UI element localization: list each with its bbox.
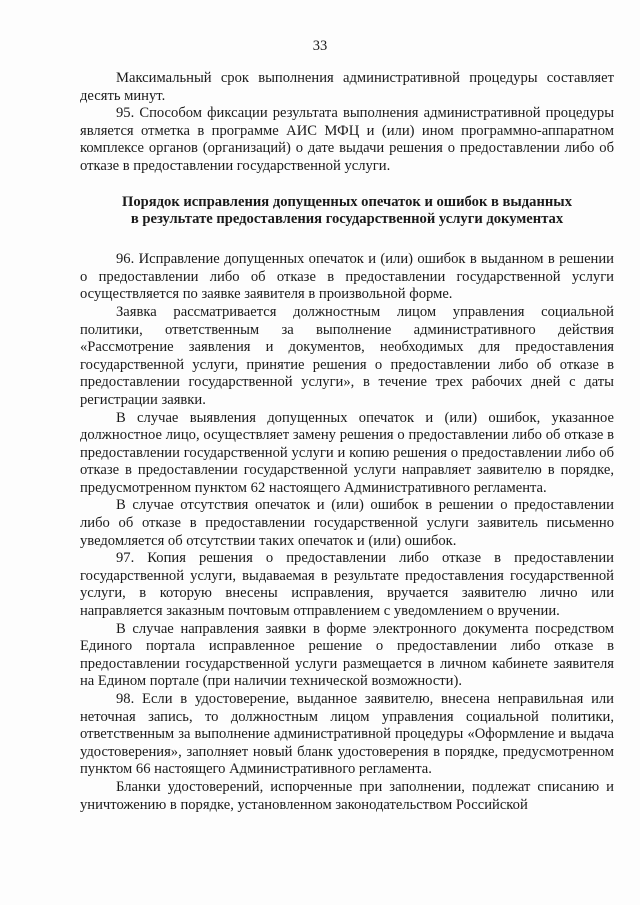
paragraph-96: 96. Исправление допущенных опечаток и (или) ошибок в выданном в решении о предоставлении либо об отказе в предоставлении государственной услуги осуществляется по заявке заявителя в произвольной форме. [80,251,614,303]
paragraph-no-errors: В случае отсутствия опечаток и (или) ошибок в решении о предоставлении либо об отказе в предоставлении государственной услуги заявитель письменно уведомляется об отсутствии таких опечаток и (или) ошибок. [80,497,614,549]
paragraph-95: 95. Способом фиксации результата выполнения административной процедуры является отметка в программе АИС МФЦ и (или) ином программно-аппаратном комплексе органов (организаций) о дате выдачи решения о предоставлении либо об отказе в предоставлении государственной услуги. [80,105,614,174]
paragraph-98: 98. Если в удостоверение, выданное заявителю, внесена неправильная или неточная запись, то должностным лицом управления социальной политики, ответственным за выполнение административной процедуры «Оформление и выдача удостоверения», заполняет новый бланк удостоверения в порядке, предусмотренном пунктом 66 настоящего Административного регламента. [80,691,614,778]
paragraph-spoiled-forms: Бланки удостоверений, испорченные при заполнении, подлежат списанию и уничтожению в порядке, установленном законодательством Российской [80,778,614,813]
paragraph-request-review: Заявка рассматривается должностным лицом управления социальной политики, ответственным за выполнение административного действия «Рассмотрение заявления и документов, необходимых для предоставления государственной услуги, принятие решения о предоставлении либо об отказе в предоставлении государственной услуги», в течение трех рабочих дней с даты регистрации заявки. [80,303,614,408]
document-body [80,70,614,814]
section-heading-line-1: Порядок исправления допущенных опечаток и ошибок в выданных [122,193,572,210]
paragraph-97: 97. Копия решения о предоставлении либо отказе в предоставлении государственной услуги, выдаваемая в результате предоставления государственной услуги, в которую внесены исправления, вручается заявителю лично или направляется заказным почтовым отправлением с уведомлением о вручении. [80,550,614,620]
section-heading [80,194,614,230]
paragraph-errors-found: В случае выявления допущенных опечаток и (или) ошибок, указанное должностное лицо, осуществляет замену решения о предоставлении либо об отказе в предоставлении государственной услуги и копию решения о предоставлении либо об отказе в предоставлении государственной услуги направляет заявителю в порядке, предусмотренном пунктом 62 настоящего Административного регламента. [80,409,614,496]
paragraph-max-duration: Максимальный срок выполнения административной процедуры составляет десять минут. [80,70,614,104]
section-heading-line-2: в результате предоставления государственной услуги документах [130,211,564,228]
page-number: 33 [312,38,328,54]
paragraph-electronic-request: В случае направления заявки в форме электронного документа посредством Единого портала исправленное решение о предоставлении либо отказе в предоставлении государственной услуги размещается в личном кабинете заявителя на Едином портале (при наличии технической возможности). [80,620,614,690]
